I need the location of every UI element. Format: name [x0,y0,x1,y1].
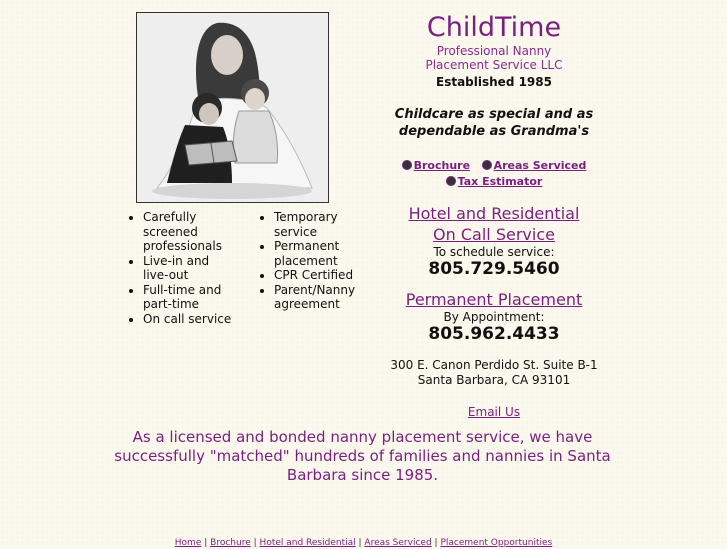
list-item: • CPR Certified [274,268,356,283]
mission-statement: As a licensed and bonded nanny placement service, we have successfully "matched" hundreds of families and nannies in Santa Barbara since 1985. [114,428,611,484]
areas-serviced-link-label: Areas Serviced [493,159,587,172]
subtitle-line-2: Placement Service LLC [425,58,563,72]
tagline-line-1: Childcare as special and as [394,107,594,122]
info-column [385,12,603,420]
hotel-heading-link[interactable] [385,203,603,245]
bullet-icon [446,176,456,186]
established-text: Established 1985 [436,75,552,89]
footer-separator: | [253,538,257,548]
permanent-section [385,289,603,344]
brochure-link[interactable] [402,159,470,172]
footer-nav [0,538,727,549]
tax-estimator-link[interactable] [446,175,543,188]
footer-link-placement[interactable]: Placement Opportunities [440,538,553,548]
hotel-section [385,203,603,279]
list-item: • Carefully screened professionals [143,210,235,254]
list-item: • Permanent placement [274,239,356,268]
address-line-1: 300 E. Canon Perdido St. Suite B-1 [390,358,598,372]
photo-illustration [137,13,328,202]
features-list-right [256,210,356,312]
address-line-2: Santa Barbara, CA 93101 [417,372,571,387]
footer-separator: | [204,538,208,548]
hotel-phone: 805.729.5460 [428,259,560,279]
tagline-line-2: dependable as Grandma's [398,124,590,139]
features-list-left [125,210,235,326]
quick-links [385,158,603,189]
email-link[interactable]: Email Us [467,405,521,419]
list-item: • On call service [143,312,235,327]
footer-separator: | [434,538,438,548]
family-photo [136,12,329,203]
brochure-link-label: Brochure [413,159,471,172]
tax-estimator-link-label: Tax Estimator [457,174,543,188]
footer-separator: | [358,538,362,548]
hotel-heading-line-2: On Call Service [433,225,555,244]
footer-link-hotel[interactable]: Hotel and Residential [259,538,356,548]
tagline [385,106,603,140]
bullet-icon [402,160,412,170]
list-item: • Live-in and live-out [143,254,235,283]
permanent-phone: 805.962.4433 [428,324,560,344]
hotel-note: To schedule service: [433,245,555,259]
list-item: • Full-time and part-time [143,283,235,312]
subtitle-line-1: Professional Nanny [436,44,552,58]
permanent-note: By Appointment: [443,310,545,324]
list-item: • Temporary service [274,210,356,239]
hotel-heading-line-1: Hotel and Residential [408,204,580,223]
areas-serviced-link[interactable] [482,159,587,172]
list-item: • Parent/Nanny agreement [274,283,356,312]
footer-link-home[interactable]: Home [174,538,202,548]
bullet-icon [482,160,492,170]
permanent-heading-link[interactable]: Permanent Placement [405,290,583,309]
site-title: ChildTime [426,12,562,43]
address [385,358,603,387]
footer-link-brochure[interactable]: Brochure [210,538,251,548]
footer-link-areas[interactable]: Areas Serviced [364,538,432,548]
